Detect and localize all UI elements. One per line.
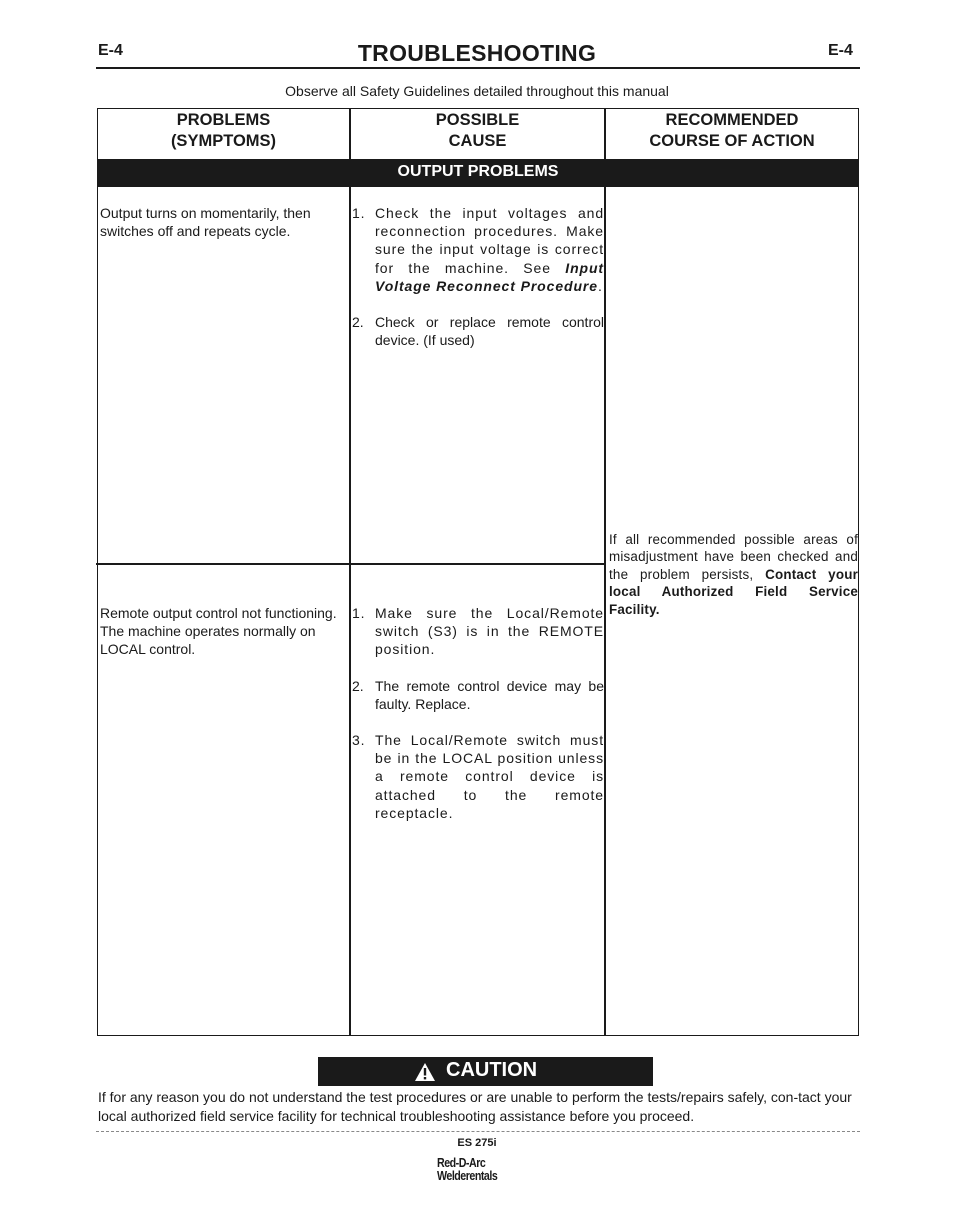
cause-item [352,677,604,713]
cause-reference: Input Voltage Reconnect Procedure [375,259,604,294]
cause-number: 3. [352,732,366,749]
header-action-line2: COURSE OF ACTION [649,132,815,150]
column-divider [604,109,606,1035]
page-title: TROUBLESHOOTING [357,40,597,66]
section-title: OUTPUT PROBLEMS [397,163,559,180]
causes-remote-control [352,604,604,840]
caution-text: If for any reason you do not understand the test procedures or are unable to perform the tests/repairs safely, con-tact your local authorized field service facility for technical troubleshooting assistance before you proceed. [98,1089,852,1124]
cause-number: 1. [352,605,366,621]
symptom-output-cycling: Output turns on momentarily, then switches off and repeats cycle. [100,205,311,239]
cause-text: The remote control device may be faulty. Replace. [375,677,604,712]
section-band [98,159,858,187]
action-contact: Contact your local Authorized Field Service Facility. [609,566,858,617]
header-problems-line1: PROBLEMS [176,111,271,129]
cause-text: Check or replace remote control device. (If used) [375,314,604,349]
column-divider [349,109,351,1035]
cause-number: 2. [352,677,364,694]
header-action [606,109,858,159]
page-number-left: E-4 [98,42,123,59]
header-cause [351,109,604,159]
row-divider [96,563,604,565]
cause-text: Check the input voltages and reconnection procedures. Make sure the input voltage is correct for the machine. See [375,205,604,276]
causes-output-cycling [352,204,604,367]
cause-number: 1. [352,205,366,221]
caution-banner [318,1057,653,1086]
footer-divider [96,1131,860,1132]
safety-note: Observe all Safety Guidelines detailed throughout this manual [285,83,669,99]
cause-text: Make sure the Local/Remote switch (S3) is in the REMOTE position. [375,605,604,658]
company-logo [437,1156,511,1182]
page-number-right: E-4 [828,42,853,59]
header-cause-line2: CAUSE [448,132,507,150]
model-number: ES 275i [457,1137,497,1149]
cause-item [352,313,604,349]
cause-text-end: . [597,277,603,294]
action-text: If all recommended possible areas of misadjustment have been checked and the problem persists, [609,532,858,582]
cause-number: 2. [352,314,364,331]
warning-triangle-icon [414,1062,436,1082]
header-cause-line1: POSSIBLE [435,111,520,129]
logo-line1: Red-D-Arc [437,1155,486,1170]
cause-text: The Local/Remote switch must be in the LOCAL position unless a remote control device is attached to the remote receptacle. [375,732,604,821]
recommended-action [609,531,858,618]
symptom-remote-control: Remote output control not functioning. The machine operates normally on LOCAL control. [100,605,337,657]
cause-item [352,604,604,659]
header-action-line1: RECOMMENDED [665,111,799,129]
logo-line2: Welderentals [437,1168,498,1183]
caution-label: CAUTION [446,1059,538,1081]
cause-item [352,731,604,822]
cause-item [352,204,604,295]
header-problems-line2: (SYMPTOMS) [170,132,277,150]
title-rule [96,67,860,69]
troubleshooting-table [97,108,859,1036]
header-problems [98,109,349,159]
